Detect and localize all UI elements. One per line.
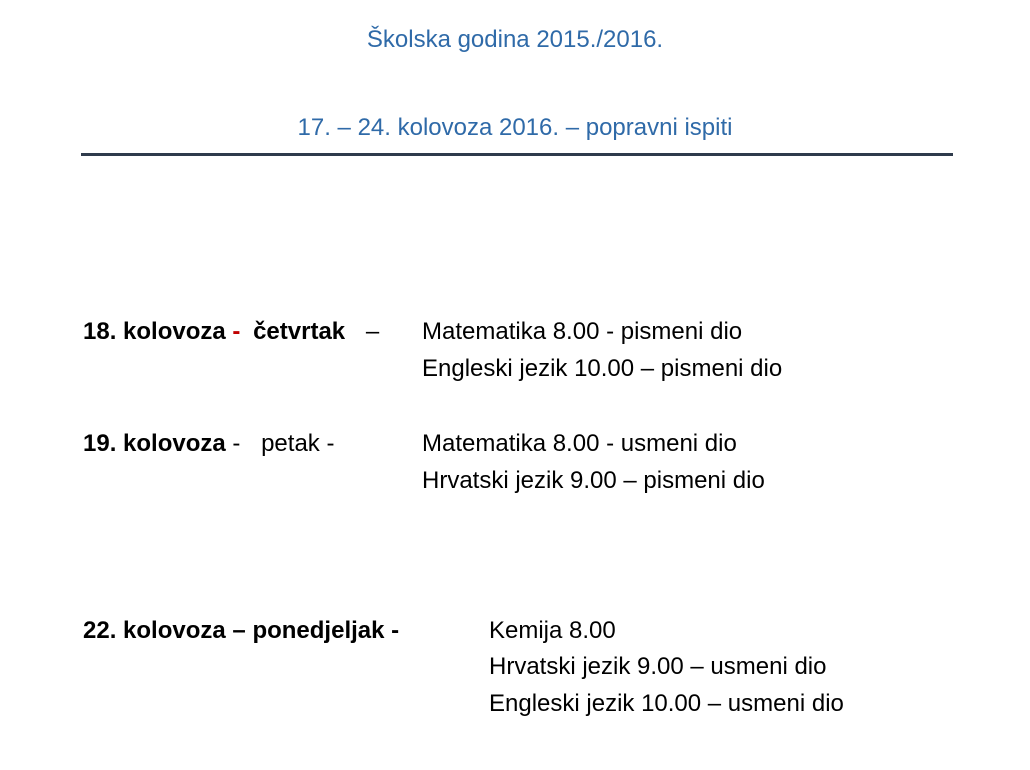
schedule-day-3	[83, 617, 399, 645]
exam-item: Engleski jezik 10.00 – pismeni dio	[422, 355, 783, 382]
day-separator: -	[391, 617, 400, 644]
schedule-day-2	[83, 430, 334, 458]
page-title: Školska godina 2015./2016.	[366, 26, 664, 53]
header-divider	[81, 153, 953, 156]
schedule-weekday: ponedjeljak	[252, 617, 385, 644]
schedule-day-1	[83, 318, 379, 346]
day-separator: -	[326, 430, 335, 457]
page-subtitle: 17. – 24. kolovoza 2016. – popravni ispiti	[297, 114, 733, 141]
exam-item: Hrvatski jezik 9.00 – usmeni dio	[489, 653, 827, 680]
schedule-date: 22. kolovoza	[83, 617, 226, 644]
schedule-weekday: četvrtak	[253, 318, 346, 345]
schedule-weekday: petak	[261, 430, 320, 457]
exam-item: Kemija 8.00	[489, 617, 616, 644]
exam-item: Hrvatski jezik 9.00 – pismeni dio	[422, 467, 765, 494]
date-separator: –	[232, 617, 246, 644]
exam-item: Engleski jezik 10.00 – usmeni dio	[489, 690, 844, 717]
exam-item: Matematika 8.00 - pismeni dio	[422, 318, 743, 345]
date-separator: -	[232, 430, 241, 457]
schedule-date: 18. kolovoza	[83, 318, 226, 345]
exam-item: Matematika 8.00 - usmeni dio	[422, 430, 737, 457]
day-separator: –	[365, 318, 380, 345]
date-separator: -	[232, 318, 241, 345]
schedule-date: 19. kolovoza	[83, 430, 226, 457]
